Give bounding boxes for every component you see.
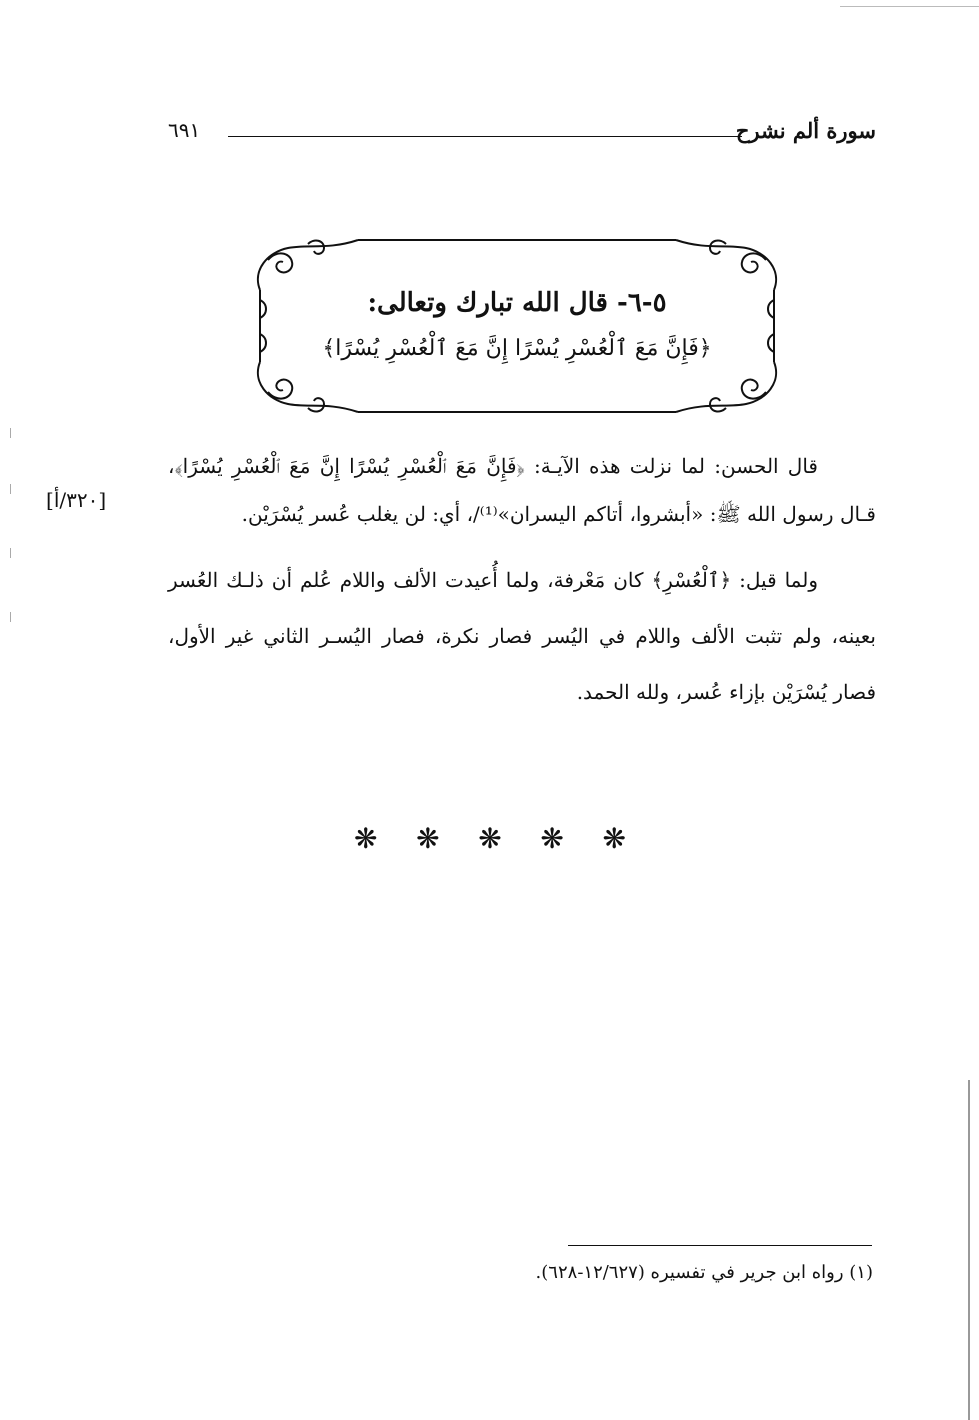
surah-title: سورة ألم نشرح <box>735 118 876 143</box>
star-icon: ❋ <box>478 822 502 855</box>
margin-tick <box>10 428 11 438</box>
body-paragraph <box>168 442 876 538</box>
star-icon: ❋ <box>540 822 564 855</box>
header-rule <box>228 136 742 137</box>
ornamental-frame <box>248 230 786 422</box>
margin-tick <box>10 548 11 558</box>
quran-verse: ﴿فَإِنَّ مَعَ ٱلْعُسْرِ يُسْرًا إِنَّ مَعَ ٱلْعُسْرِ يُسْرًا﴾ <box>322 336 712 361</box>
frame-ornament-icon <box>248 230 786 422</box>
section-separator <box>300 822 680 855</box>
margin-tick <box>10 612 11 622</box>
footnote-rule <box>568 1245 872 1246</box>
page-edge-line <box>840 6 979 7</box>
footnote: (١) رواه ابن جرير في تفسيره (١٢/٦٢٧-٦٢٨). <box>535 1262 873 1283</box>
manuscript-folio-note: [٣٢٠/أ] <box>46 488 107 512</box>
page-header <box>168 118 876 154</box>
star-icon: ❋ <box>416 822 440 855</box>
page-edge-shadow <box>968 1080 970 1420</box>
margin-tick <box>10 484 11 494</box>
star-icon: ❋ <box>602 822 626 855</box>
star-icon: ❋ <box>354 822 378 855</box>
body-paragraph <box>168 552 876 720</box>
page-number: ٦٩١ <box>168 118 201 142</box>
paragraph-text: ولما قيل: ﴿ٱلْعُسْرِ﴾ كان مَعْرفة، ولما أُعيدت الألف واللام عُلم أن ذلـك العُسر بعينه، ولم تثبت الألف واللام في اليُسر فصار نكرة، فصار اليُسـر الثاني غير الأول، فصار يُسْرَيْن بإزاء عُسر، ولله الحمد. <box>168 568 876 704</box>
section-heading: ٥-٦- قال الله تبارك وتعالى: <box>367 288 667 318</box>
paragraph-text: قال الحسن: لما نزلت هذه الآيـة: ﴿فَإِنَّ مَعَ ٱلْعُسْرِ يُسْرًا إِنَّ مَعَ ٱلْعُسْرِ يُسْرًا﴾، قـال رسول الله ﷺ: «أبشروا، أتاكم اليسران»⁽¹⁾/، أي: لن يغلب عُسر يُسْرَيْن. <box>168 454 876 526</box>
